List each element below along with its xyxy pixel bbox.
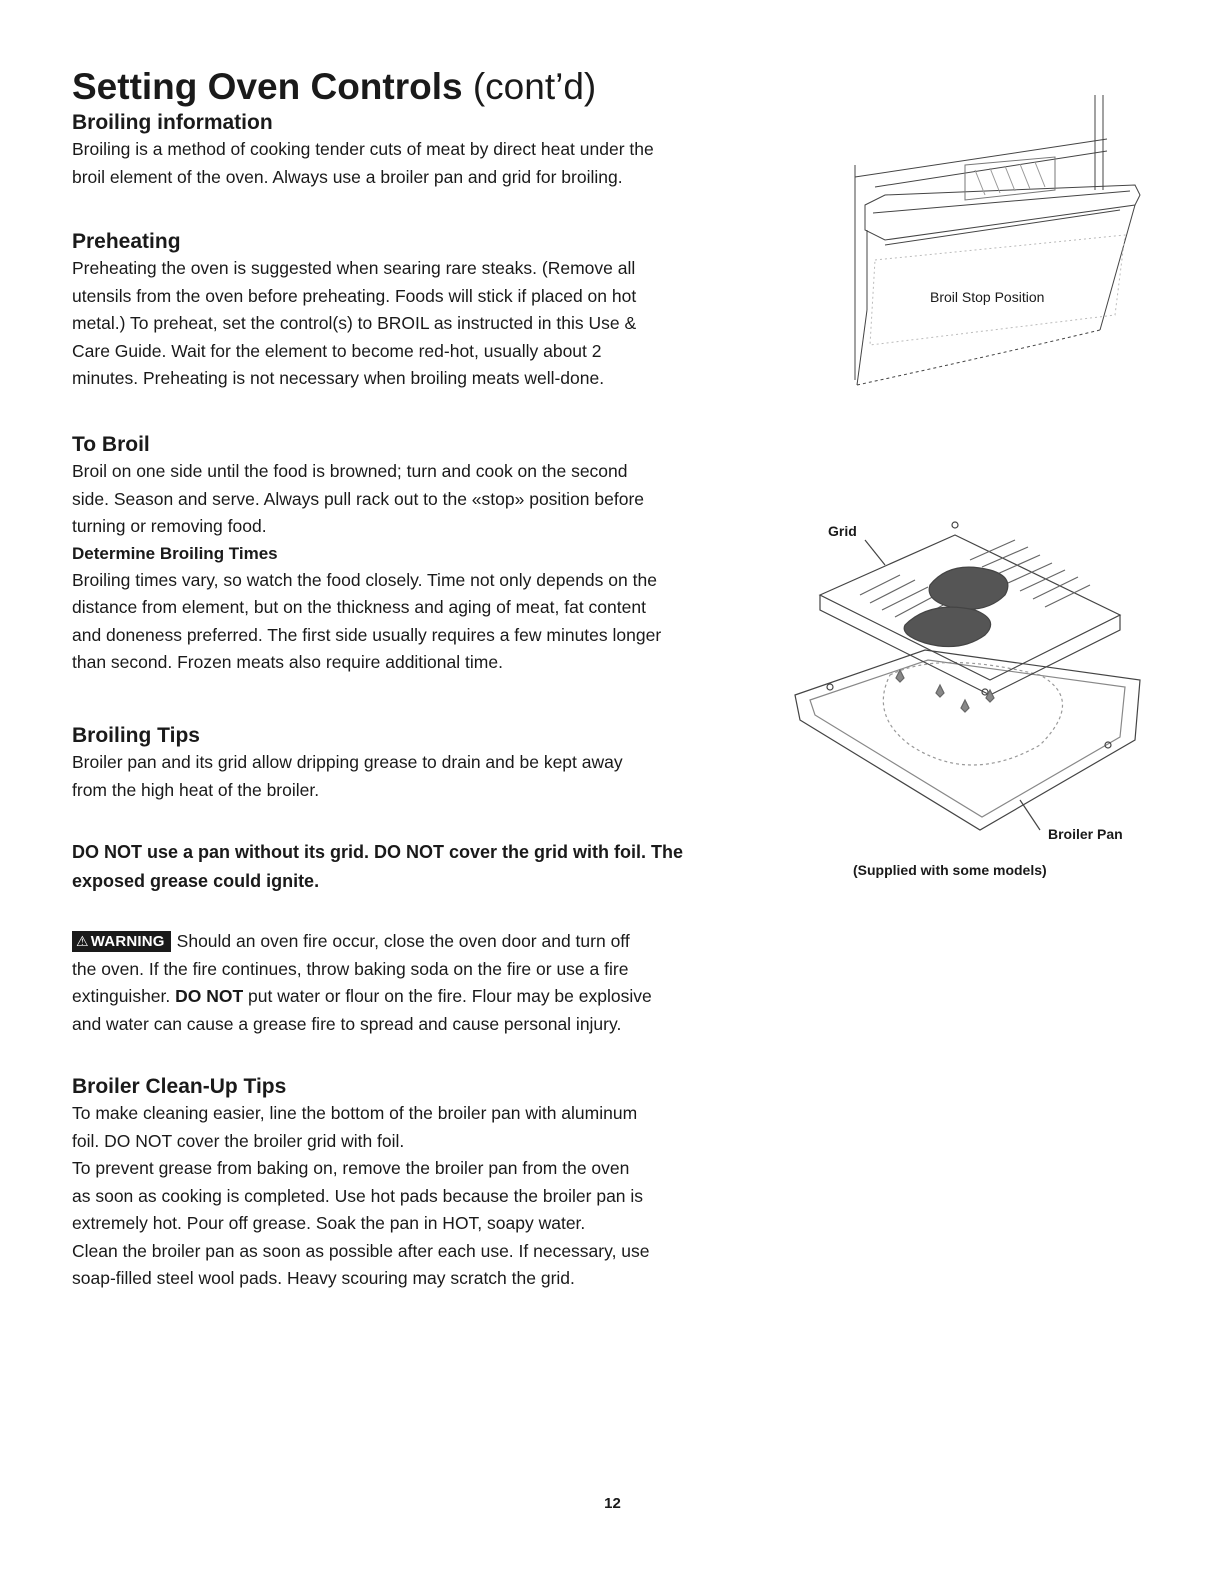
paragraph-line: from the high heat of the broiler. [72,779,320,800]
subheading-determine-broiling-times: Determine Broiling Times [72,543,278,563]
page-title-suffix: (cont’d) [472,66,597,107]
warning-badge-label: WARNING [90,933,165,950]
section-broiler-cleanup-tips [72,1074,802,1293]
page-title [72,66,596,108]
heading-preheating: Preheating [72,230,181,253]
section-to-broil [72,432,802,677]
paragraph-line: distance from element, but on the thickness and aging of meat, fat content [72,597,646,617]
warning-line: and water can cause a grease fire to spread and cause personal injury. [72,1013,622,1034]
paragraph-line: To make cleaning easier, line the bottom of the broiler pan with aluminum [72,1103,638,1123]
paragraph-line: side. Season and serve. Always pull rack out to the «stop» position before [72,488,645,509]
paragraph-line: metal.) To preheat, set the control(s) to BROIL as instructed in this Use & [72,313,637,333]
paragraph-line: To prevent grease from baking on, remove the broiler pan from the oven [72,1158,630,1178]
caution-line: exposed grease could ignite. [72,871,320,891]
paragraph-line: foil. DO NOT cover the broiler grid with foil. [72,1130,405,1151]
warning-text: put water or flour on the fire. Flour may be explosive [243,986,652,1006]
heading-broiling-tips: Broiling Tips [72,724,200,747]
paragraph-line: as soon as cooking is completed. Use hot pads because the broiler pan is [72,1185,644,1206]
paragraph-line: Care Guide. Wait for the element to become red-hot, usually about 2 [72,340,602,361]
heading-broiler-cleanup-tips: Broiler Clean-Up Tips [72,1075,287,1098]
warning-line [72,983,802,1011]
paragraph-line: minutes. Preheating is not necessary when broiling meats well-done. [72,368,605,388]
warning-triangle-icon: ⚠ [76,933,89,949]
warning-block [72,928,802,1038]
paragraph-line: turning or removing food. [72,516,267,536]
warning-line [72,928,802,956]
warning-badge [72,931,171,952]
broiler-pan-figure [790,515,1190,895]
paragraph-line: Broiler pan and its grid allow dripping grease to drain and be kept away [72,752,623,772]
page-number: 12 [604,1495,621,1512]
page-title-main: Setting Oven Controls [72,66,463,107]
paragraph-line: broil element of the oven. Always use a broiler pan and grid for broiling. [72,166,623,187]
paragraph-line: Broiling times vary, so watch the food closely. Time not only depends on the [72,569,657,590]
warning-text: Should an oven fire occur, close the oven door and turn off [176,931,630,951]
broiler-pan-illustration [790,515,1190,835]
broil-stop-position-label: Broil Stop Position [930,289,1045,305]
warning-text: extinguisher. [72,986,176,1006]
paragraph-line: than second. Frozen meats also require additional time. [72,652,503,672]
heading-to-broil: To Broil [72,433,150,456]
section-preheating [72,229,802,393]
paragraph-line: utensils from the oven before preheating. Foods will stick if placed on hot [72,285,637,306]
warning-emphasis: DO NOT [175,986,244,1006]
caution-line: DO NOT use a pan without its grid. DO NOT cover the grid with foil. The [72,842,684,862]
caution-note [72,838,802,896]
grid-label: Grid [828,523,857,539]
paragraph-line: Broil on one side until the food is browned; turn and cook on the second [72,461,628,481]
paragraph-line: and doneness preferred. The first side usually requires a few minutes longer [72,624,662,645]
oven-illustration [845,95,1155,395]
section-broiling-tips [72,723,802,804]
paragraph-line: extremely hot. Pour off grease. Soak the pan in HOT, soapy water. [72,1213,586,1233]
paragraph-line: Clean the broiler pan as soon as possible after each use. If necessary, use [72,1240,650,1261]
section-broiling-information [72,110,802,191]
paragraph-line: Preheating the oven is suggested when searing rare steaks. (Remove all [72,258,636,278]
paragraph-line: soap-filled steel wool pads. Heavy scouring may scratch the grid. [72,1268,575,1288]
oven-broil-stop-figure [845,95,1155,395]
broiler-pan-caption: (Supplied with some models) [853,862,1047,878]
warning-line: the oven. If the fire continues, throw baking soda on the fire or use a fire [72,958,629,979]
paragraph-line: Broiling is a method of cooking tender cuts of meat by direct heat under the [72,139,654,159]
heading-broiling-information: Broiling information [72,111,273,134]
broiler-pan-label: Broiler Pan [1048,826,1123,842]
